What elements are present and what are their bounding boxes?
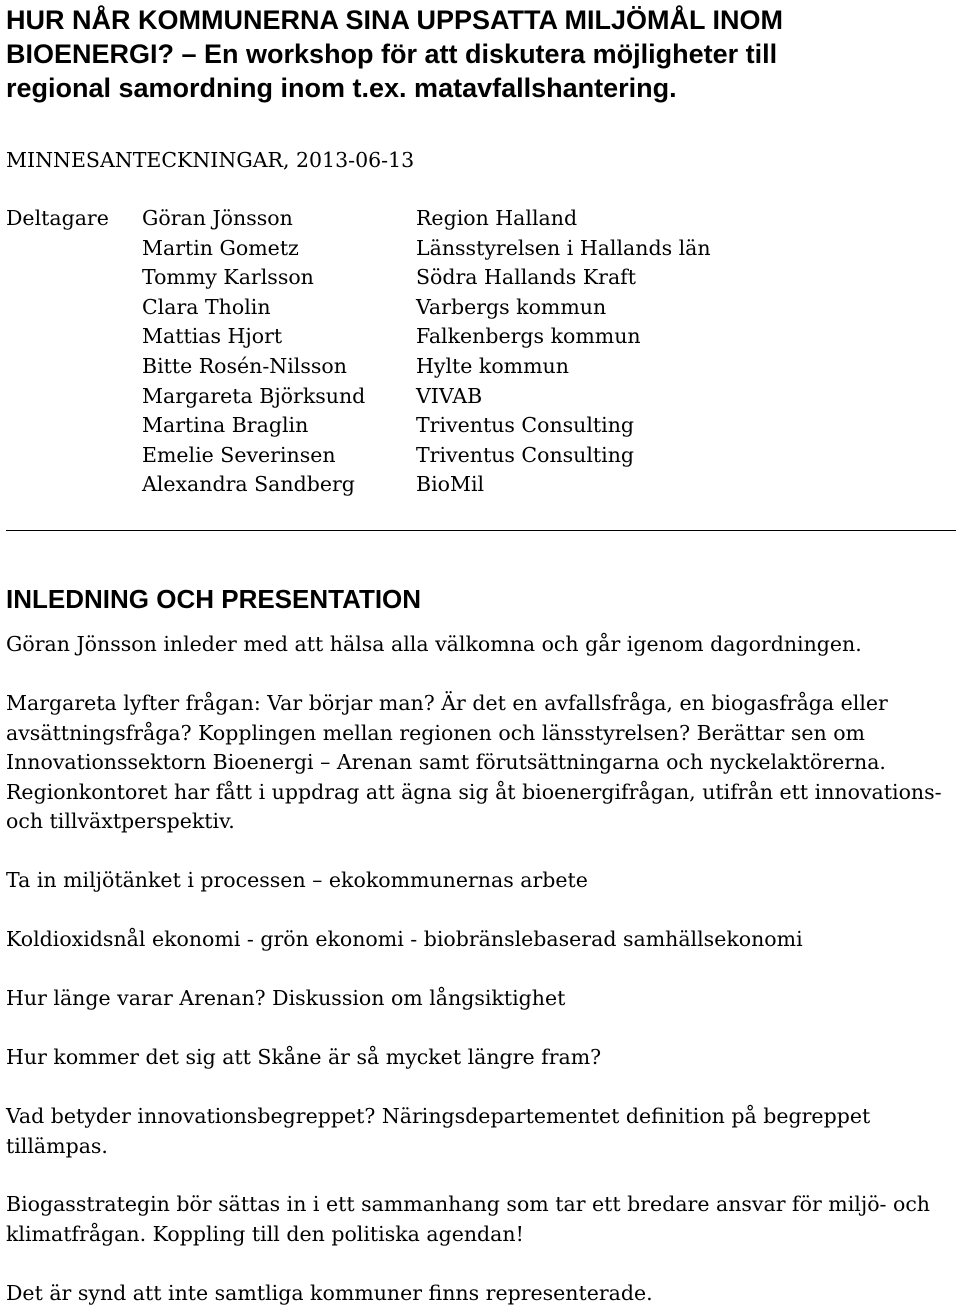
- participant-name: Martina Braglin: [142, 413, 309, 438]
- participants-label: Deltagare: [6, 206, 109, 230]
- paragraph: [6, 925, 956, 955]
- participant-name: Göran Jönsson: [142, 206, 293, 230]
- participant-org: VIVAB: [416, 383, 483, 408]
- paragraph-line: Biogasstrategin bör sättas in i ett sammanhang som tar ett bredare ansvar för miljö- och: [6, 1192, 931, 1216]
- participant-name: Bitte Rosén-Nilsson: [142, 353, 347, 378]
- paragraph-line: Ta in miljötänket i processen – ekokommunernas arbete: [6, 868, 588, 892]
- paragraph: [6, 689, 956, 837]
- participant-org: Triventus Consulting: [416, 442, 635, 467]
- document-title: [6, 3, 946, 105]
- section-divider: [6, 530, 956, 531]
- participant-organizations: [416, 204, 711, 500]
- paragraph-line: Regionkontoret har fått i uppdrag att ägna sig åt bioenergifrågan, utifrån ett innovations-: [6, 779, 942, 804]
- participant-name: Emelie Severinsen: [142, 442, 336, 467]
- paragraph-line: tillämpas.: [6, 1133, 108, 1158]
- participant-org: BioMil: [416, 472, 485, 497]
- paragraph: [6, 1043, 956, 1073]
- participant-name: Margareta Björksund: [142, 383, 366, 408]
- paragraph: [6, 1279, 956, 1309]
- paragraph: [6, 866, 956, 896]
- document-subtitle: MINNESANTECKNINGAR, 2013-06-13: [6, 148, 415, 172]
- title-line: regional samordning inom t.ex. matavfallshantering.: [6, 73, 677, 103]
- paragraph-line: klimatfrågan. Koppling till den politiska agendan!: [6, 1221, 524, 1246]
- paragraph-line: Margareta lyfter frågan: Var börjar man? Är det en avfallsfråga, en biogasfråga eller: [6, 691, 888, 715]
- participant-org: Länsstyrelsen i Hallands län: [416, 235, 711, 260]
- paragraph: [6, 1102, 956, 1161]
- participant-names: [142, 204, 365, 500]
- paragraph-line: Koldioxidsnål ekonomi - grön ekonomi - biobränslebaserad samhällsekonomi: [6, 927, 803, 951]
- paragraph: [6, 630, 956, 660]
- paragraph-line: Vad betyder innovationsbegreppet? Näringsdepartementet definition på begreppet: [6, 1104, 871, 1128]
- participant-name: Tommy Karlsson: [142, 265, 314, 290]
- participant-org: Varbergs kommun: [416, 294, 607, 319]
- paragraph: [6, 984, 956, 1014]
- paragraph-line: Hur länge varar Arenan? Diskussion om långsiktighet: [6, 986, 566, 1010]
- section-heading: INLEDNING OCH PRESENTATION: [6, 584, 422, 614]
- paragraph-line: Göran Jönsson inleder med att hälsa alla välkomna och går igenom dagordningen.: [6, 632, 862, 656]
- title-line: BIOENERGI? – En workshop för att diskutera möjligheter till: [6, 39, 778, 69]
- paragraph-line: Hur kommer det sig att Skåne är så mycket längre fram?: [6, 1045, 602, 1069]
- paragraph-line: och tillväxtperspektiv.: [6, 809, 235, 833]
- paragraph: [6, 1190, 956, 1249]
- participant-name: Martin Gometz: [142, 235, 299, 260]
- participant-name: Clara Tholin: [142, 294, 271, 319]
- paragraph-line: Det är synd att inte samtliga kommuner finns representerade.: [6, 1281, 653, 1305]
- participant-org: Triventus Consulting: [416, 413, 635, 438]
- title-line: HUR NÅR KOMMUNERNA SINA UPPSATTA MILJÖMÅL INOM: [6, 5, 783, 35]
- participant-name: Alexandra Sandberg: [142, 472, 355, 497]
- participant-org: Hylte kommun: [416, 353, 569, 378]
- participant-org: Falkenbergs kommun: [416, 324, 641, 349]
- participant-org: Södra Hallands Kraft: [416, 265, 637, 290]
- participant-name: Mattias Hjort: [142, 324, 283, 349]
- paragraph-line: avsättningsfråga? Kopplingen mellan regionen och länsstyrelsen? Berättar sen om: [6, 720, 865, 745]
- paragraph-line: Innovationssektorn Bioenergi – Arenan samt förutsättningarna och nyckelaktörerna.: [6, 750, 886, 774]
- participant-org: Region Halland: [416, 206, 578, 230]
